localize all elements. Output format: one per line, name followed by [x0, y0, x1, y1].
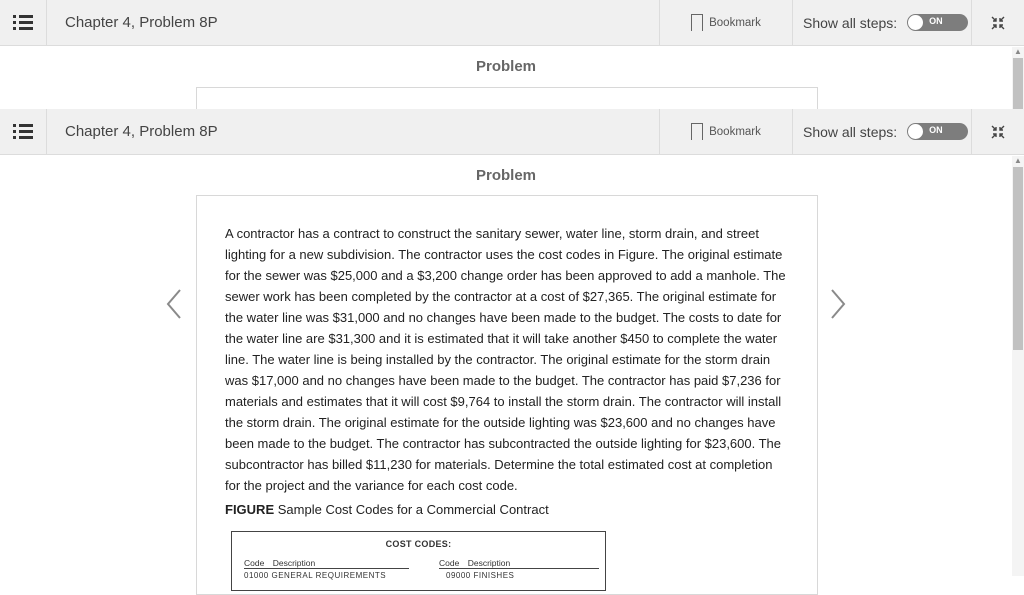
menu-button[interactable] [0, 109, 47, 154]
bookmark-icon [691, 123, 703, 140]
figure-caption [225, 502, 789, 517]
show-steps-toggle[interactable] [907, 14, 968, 31]
show-steps-toggle[interactable] [907, 123, 968, 140]
collapse-icon [990, 125, 1006, 139]
menu-button[interactable] [0, 0, 47, 45]
scroll-up-icon[interactable]: ▲ [1014, 156, 1022, 165]
figure-label: FIGURE [225, 502, 275, 517]
header-top [0, 0, 1024, 46]
problem-box-top [196, 87, 818, 109]
collapse-button[interactable] [971, 0, 1024, 45]
chapter-title: Chapter 4, Problem 8P [65, 123, 218, 140]
scroll-thumb-top[interactable] [1013, 58, 1023, 109]
chevron-right-icon[interactable] [828, 287, 848, 321]
list-icon [13, 124, 33, 140]
section-title: Problem [475, 167, 536, 184]
problem-box [196, 195, 818, 595]
header-main [0, 109, 1024, 155]
cost-codes-header-left [244, 558, 409, 569]
row-code: 01000 [244, 571, 269, 580]
section-title-top: Problem [475, 58, 536, 75]
cost-codes-title: COST CODES: [385, 539, 452, 549]
scroll-up-icon[interactable]: ▲ [1014, 47, 1022, 56]
col-code: Code [439, 558, 460, 568]
problem-text: A contractor has a contract to construct the sanitary sewer, water line, storm drain, and street lighting for a new subdivision. The contractor uses the cost codes in Figure. The original estimate for the sewer was $25,000 and a $3,200 change order has been approved to add a manhole. The sewer work has been completed by the contractor at a cost of $27,365. The original estimate for the water line was $31,000 and no changes have been made to the budget. The costs to date for the water line are $31,300 and it is estimated that it will take another $450 to complete the water line. The water line is being installed by the contractor. The original estimate for the storm drain was $17,000 and no changes have been made to the budget. The contractor has paid $7,236 for materials and estimates that it will cost $9,764 to install the storm drain. The contractor will install the storm drain. The original estimate for the outside lighting was $23,600 and no changes have been made to the budget. The contractor has subcontracted the outside lighting for $23,600. The subcontractor has billed $11,230 for materials. Determine the total estimated cost at completion for the project and the variance for each cost code. [225, 226, 786, 493]
toggle-label: ON [929, 125, 943, 135]
bookmark-label: Bookmark [709, 16, 761, 29]
chevron-left-icon[interactable] [164, 287, 184, 321]
toggle-knob [908, 124, 923, 139]
collapse-button[interactable] [971, 109, 1024, 154]
show-all-steps [792, 0, 971, 45]
row-code: 09000 [446, 571, 471, 580]
col-description: Description [272, 558, 316, 568]
row-desc: FINISHES [473, 571, 515, 580]
collapse-icon [990, 16, 1006, 30]
list-icon [13, 15, 33, 31]
col-description: Description [467, 558, 511, 568]
chapter-title: Chapter 4, Problem 8P [65, 14, 218, 31]
cost-codes-header-right [439, 558, 599, 569]
row-desc: GENERAL REQUIREMENTS [271, 571, 387, 580]
col-code: Code [244, 558, 265, 568]
show-all-steps [792, 109, 971, 154]
bookmark-icon [691, 14, 703, 31]
scroll-thumb[interactable] [1013, 167, 1023, 350]
show-steps-label: Show all steps: [803, 123, 898, 140]
bookmark-button[interactable] [659, 109, 792, 154]
show-steps-label: Show all steps: [803, 14, 898, 31]
toggle-knob [908, 15, 923, 30]
toggle-label: ON [929, 16, 943, 26]
cost-codes-figure [231, 531, 606, 591]
bookmark-label: Bookmark [709, 125, 761, 138]
figure-caption-text: Sample Cost Codes for a Commercial Contract [277, 502, 549, 517]
bookmark-button[interactable] [659, 0, 792, 45]
